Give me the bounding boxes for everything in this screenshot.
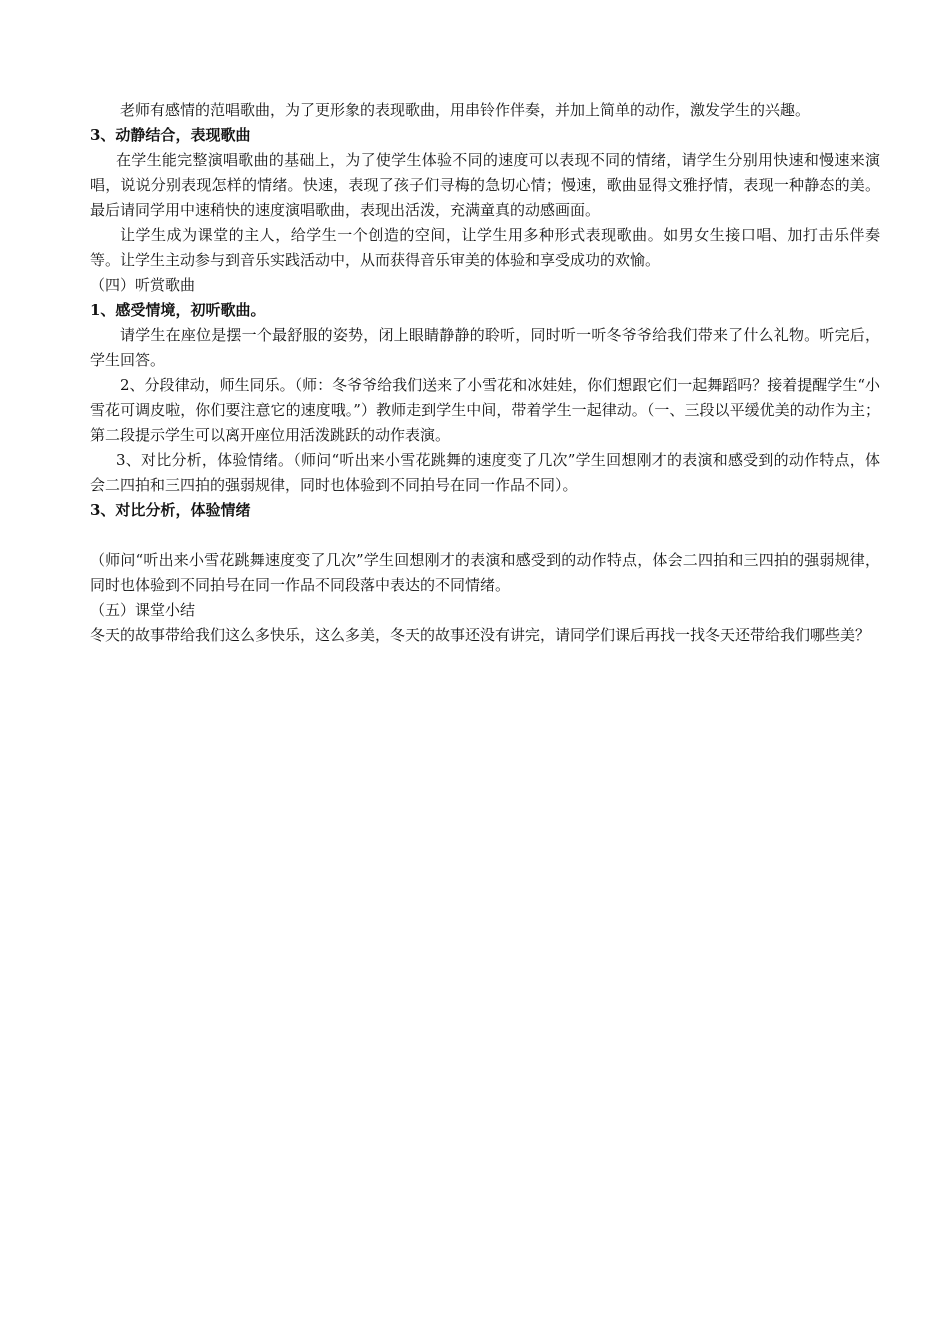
section-heading: 3、对比分析，体验情绪 bbox=[90, 501, 251, 519]
paragraph: 在学生能完整演唱歌曲的基础上，为了使学生体验不同的速度可以表现不同的情绪，请学生分别用快速和慢速来演唱，说说分别表现怎样的情绪。快速，表现了孩子们寻梅的急切心情；慢速，歌曲显得文雅抒情，表现一种静态的美。最后请同学用中速稍快的速度演唱歌曲，表现出活泼，充满童真的动感画面。 bbox=[90, 151, 880, 219]
paragraph: 让学生成为课堂的主人，给学生一个创造的空间，让学生用多种形式表现歌曲。如男女生接口唱、加打击乐伴奏等。让学生主动参与到音乐实践活动中，从而获得音乐审美的体验和享受成功的欢愉。 bbox=[90, 226, 880, 269]
blank-line bbox=[90, 523, 880, 548]
paragraph: 请学生在座位是摆一个最舒服的姿势，闭上眼睛静静的聆听，同时听一听冬爷爷给我们带来了什么礼物。听完后，学生回答。 bbox=[90, 326, 880, 369]
section-heading: 1、感受情境，初听歌曲。 bbox=[90, 301, 266, 319]
section-heading: 3、动静结合，表现歌曲 bbox=[90, 126, 251, 144]
paragraph: 2、分段律动，师生同乐。（师：冬爷爷给我们送来了小雪花和冰娃娃，你们想跟它们一起舞蹈吗？接着提醒学生“小雪花可调皮啦，你们要注意它的速度哦。”）教师走到学生中间，带着学生一起律动。（一、三段以平缓优美的动作为主；第二段提示学生可以离开座位用活泼跳跃的动作表演。 bbox=[90, 376, 880, 444]
paragraph: 老师有感情的范唱歌曲，为了更形象的表现歌曲，用串铃作伴奏，并加上简单的动作，激发学生的兴趣。 bbox=[120, 101, 811, 119]
document-page bbox=[90, 98, 880, 648]
paragraph: （师问“听出来小雪花跳舞速度变了几次”学生回想刚才的表演和感受到的动作特点，体会二四拍和三四拍的强弱规律，同时也体验到不同拍号在同一作品不同段落中表达的不同情绪。 bbox=[90, 551, 880, 594]
section-heading: （五）课堂小结 bbox=[90, 601, 196, 619]
section-heading: （四）听赏歌曲 bbox=[90, 276, 196, 294]
paragraph: 冬天的故事带给我们这么多快乐，这么多美，冬天的故事还没有讲完，请同学们课后再找一找冬天还带给我们哪些美？ bbox=[90, 626, 871, 644]
paragraph: 3、对比分析，体验情绪。（师问“听出来小雪花跳舞的速度变了几次”学生回想刚才的表演和感受到的动作特点，体会二四拍和三四拍的强弱规律，同时也体验到不同拍号在同一作品不同）。 bbox=[90, 451, 880, 494]
